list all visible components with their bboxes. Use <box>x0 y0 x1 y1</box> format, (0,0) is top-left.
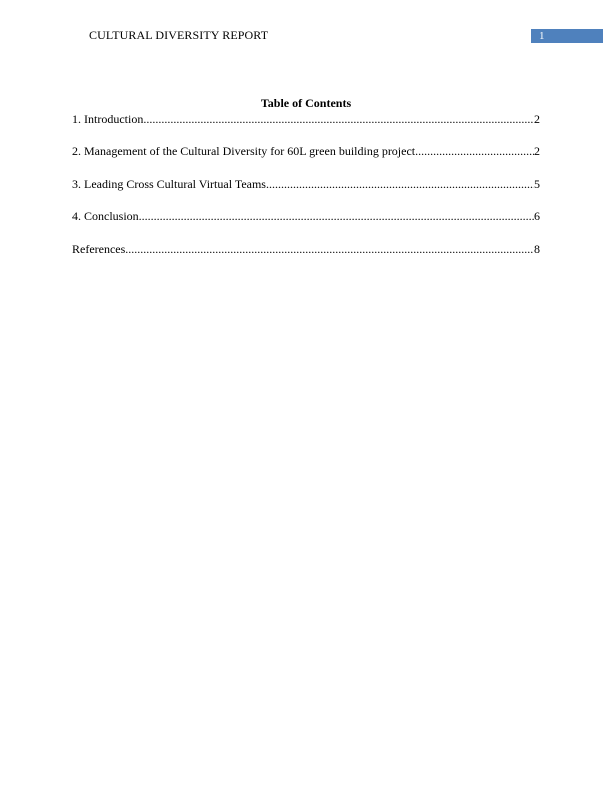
toc-entry-label: 2. Management of the Cultural Diversity for 60L green building project <box>72 144 416 158</box>
toc-entry-page: 2 <box>534 112 540 126</box>
toc-dot-leader <box>415 144 534 158</box>
toc-entry-introduction[interactable] <box>72 112 540 126</box>
toc-entry-leading-teams[interactable] <box>72 177 540 191</box>
toc-entry-page: 6 <box>534 209 540 223</box>
toc-heading: Table of Contents <box>260 96 352 110</box>
toc-entry-references[interactable] <box>72 242 540 256</box>
toc-dot-leader <box>139 209 534 223</box>
toc-dot-leader <box>125 242 534 256</box>
toc-entry-label: References <box>72 242 126 256</box>
toc-entry-label: 3. Leading Cross Cultural Virtual Teams <box>72 177 266 191</box>
toc-entry-page: 8 <box>534 242 540 256</box>
toc-entry-page: 2 <box>534 144 540 158</box>
toc-entry-page: 5 <box>534 177 540 191</box>
running-header-title: CULTURAL DIVERSITY REPORT <box>89 28 269 42</box>
toc-entry-management[interactable] <box>72 144 540 158</box>
toc-entry-label: 1. Introduction <box>72 112 144 126</box>
toc-dot-leader <box>143 112 534 126</box>
toc-entry-conclusion[interactable] <box>72 209 540 223</box>
page-number-badge: 1 <box>531 29 603 43</box>
toc-dot-leader <box>266 177 534 191</box>
toc-entry-label: 4. Conclusion <box>72 209 139 223</box>
